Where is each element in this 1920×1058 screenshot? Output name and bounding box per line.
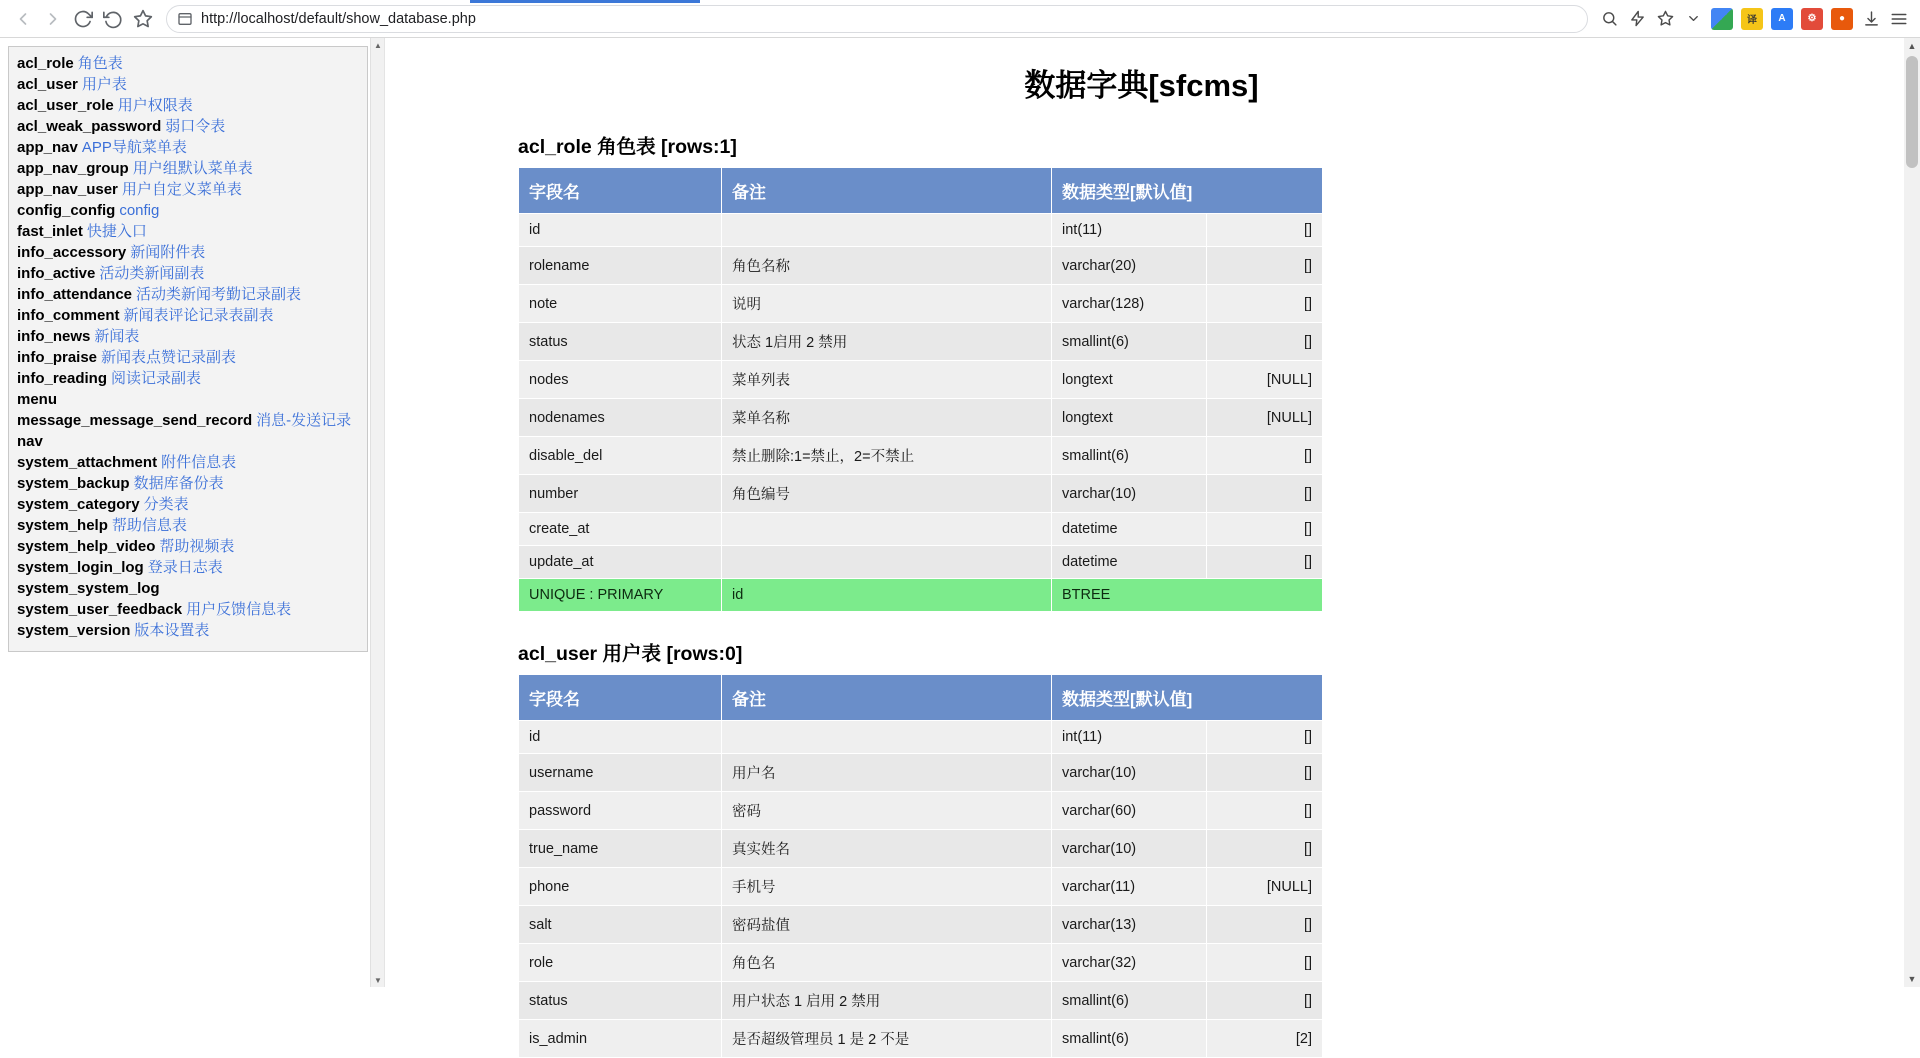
address-bar[interactable]	[166, 5, 1588, 33]
cell-type: varchar(32)	[1052, 944, 1207, 982]
table-list-box	[8, 46, 368, 652]
cell-field: status	[519, 323, 722, 361]
sidebar-item-label-cn: 活动类新闻副表	[99, 265, 205, 282]
sidebar-item-label-cn: 用户表	[81, 76, 127, 93]
sidebar-item-name: system_version	[17, 622, 131, 639]
lightning-icon[interactable]	[1624, 6, 1650, 32]
table-row	[519, 721, 1323, 754]
table-row	[519, 1020, 1323, 1058]
column-header: 字段名	[519, 168, 722, 214]
sidebar-item-app_nav[interactable]	[17, 137, 359, 158]
cell-field: phone	[519, 868, 722, 906]
cell-note	[722, 546, 1052, 579]
sidebar-item-label-cn: 消息-发送记录	[256, 412, 352, 429]
page-title: 数据字典[sfcms]	[1024, 68, 1259, 103]
reload-icon[interactable]	[68, 4, 98, 34]
cell-type: varchar(20)	[1052, 247, 1207, 285]
cell-type: smallint(6)	[1052, 982, 1207, 1020]
table-row	[519, 247, 1323, 285]
sidebar-item-system_help_video[interactable]	[17, 536, 359, 557]
cell-note: 真实姓名	[722, 830, 1052, 868]
cell-default: []	[1207, 475, 1323, 513]
cell-default: []	[1207, 513, 1323, 546]
cell-field: is_admin	[519, 1020, 722, 1058]
sidebar-item-info_active[interactable]	[17, 263, 359, 284]
table-row	[519, 754, 1323, 792]
sidebar-item-label-cn: 附件信息表	[161, 454, 237, 471]
active-tab-indicator	[470, 0, 700, 3]
forward-arrow-icon[interactable]	[38, 4, 68, 34]
sidebar-item-name: system_help	[17, 517, 108, 534]
page-body	[0, 38, 1920, 1048]
sidebar-scrollbar[interactable]	[370, 38, 384, 987]
cell-field: status	[519, 982, 722, 1020]
table-row	[519, 361, 1323, 399]
toolbar-right-icons	[1596, 6, 1912, 32]
cell-default: []	[1207, 247, 1323, 285]
cell-type: datetime	[1052, 546, 1207, 579]
settings-extension-icon[interactable]: ⚙	[1801, 8, 1823, 30]
sidebar-item-system_help[interactable]	[17, 515, 359, 536]
table-row	[519, 513, 1323, 546]
sidebar-item-label-cn: 弱口令表	[165, 118, 226, 135]
sidebar-item-system_backup[interactable]	[17, 473, 359, 494]
sidebar-item-info_accessory[interactable]	[17, 242, 359, 263]
cell-note: 是否超级管理员 1 是 2 不是	[722, 1020, 1052, 1058]
cell-default: [NULL]	[1207, 361, 1323, 399]
sidebar-item-label-cn: 新闻表评论记录表副表	[123, 307, 274, 324]
sidebar-item-config_config[interactable]	[17, 200, 359, 221]
db-table	[518, 167, 1323, 612]
cell-default: []	[1207, 906, 1323, 944]
sidebar-item-name: acl_role	[17, 55, 74, 72]
cell-field: disable_del	[519, 437, 722, 475]
cell-note: 角色编号	[722, 475, 1052, 513]
sidebar-item-name: info_comment	[17, 307, 120, 324]
sidebar-item-fast_inlet[interactable]	[17, 221, 359, 242]
cell-field: nodes	[519, 361, 722, 399]
scroll-down-icon[interactable]: ▼	[374, 975, 382, 985]
sidebar-item-name: system_backup	[17, 475, 130, 492]
back-arrow-icon[interactable]	[8, 4, 38, 34]
table-row	[519, 944, 1323, 982]
cell-field: rolename	[519, 247, 722, 285]
sidebar-item-label-cn: 帮助视频表	[159, 538, 235, 555]
adblock-extension-icon[interactable]: A	[1771, 8, 1793, 30]
cell-default: []	[1207, 323, 1323, 361]
sidebar-item-label-cn: config	[119, 202, 160, 219]
table-row	[519, 437, 1323, 475]
column-header: 数据类型[默认值]	[1052, 675, 1323, 721]
sidebar-item-system_user_feedback[interactable]	[17, 599, 359, 620]
cell-note: 手机号	[722, 868, 1052, 906]
table-index-row	[519, 579, 1323, 612]
sidebar-item-label-cn: 帮助信息表	[111, 517, 187, 534]
sidebar-item-label-cn: 用户组默认菜单表	[132, 160, 253, 177]
sidebar-item-label-cn: 用户自定义菜单表	[121, 181, 242, 198]
table-row	[519, 982, 1323, 1020]
cell-note: 用户状态 1 启用 2 禁用	[722, 982, 1052, 1020]
cell-type: longtext	[1052, 399, 1207, 437]
table-heading: acl_role 角色表 [rows:1]	[518, 136, 737, 158]
cell-note: 角色名	[722, 944, 1052, 982]
zoom-icon[interactable]	[1596, 6, 1622, 32]
table-row	[519, 830, 1323, 868]
table-row	[519, 323, 1323, 361]
sidebar-item-acl_weak_password[interactable]	[17, 116, 359, 137]
sidebar-item-label-cn: 角色表	[77, 55, 123, 72]
cell-field: password	[519, 792, 722, 830]
sidebar-item-label-cn: 快捷入口	[86, 223, 147, 240]
page-info-icon[interactable]	[177, 11, 193, 27]
cell-note: 状态 1启用 2 禁用	[722, 323, 1052, 361]
translate-extension-icon[interactable]: 译	[1741, 8, 1763, 30]
sidebar-item-info_reading[interactable]	[17, 368, 359, 389]
cell-type: varchar(128)	[1052, 285, 1207, 323]
sidebar-item-app_nav_user[interactable]	[17, 179, 359, 200]
cell-field: role	[519, 944, 722, 982]
index-label: UNIQUE : PRIMARY	[519, 579, 722, 612]
cell-field: note	[519, 285, 722, 323]
scroll-up-icon[interactable]: ▲	[374, 40, 382, 50]
cell-default: [NULL]	[1207, 399, 1323, 437]
sidebar-item-label-cn: 新闻表	[94, 328, 140, 345]
index-field: id	[722, 579, 1052, 612]
sidebar-item-name: system_user_feedback	[17, 601, 183, 618]
content-scroll-up-icon[interactable]: ▲	[1907, 41, 1917, 51]
sidebar-item-name: acl_user	[17, 76, 78, 93]
cell-default: []	[1207, 546, 1323, 579]
sidebar-item-system_attachment[interactable]	[17, 452, 359, 473]
table-row	[519, 546, 1323, 579]
content-scroll-thumb[interactable]	[1906, 56, 1918, 168]
tables-container	[385, 131, 1920, 1058]
sidebar-item-label-cn: 数据库备份表	[133, 475, 224, 492]
cell-default: []	[1207, 754, 1323, 792]
sidebar-item-acl_user_role[interactable]	[17, 95, 359, 116]
cell-note	[722, 513, 1052, 546]
sidebar-item-name: info_active	[17, 265, 96, 282]
cell-field: id	[519, 721, 722, 754]
cell-field: number	[519, 475, 722, 513]
content-scrollbar[interactable]	[1904, 38, 1920, 987]
cell-note: 菜单名称	[722, 399, 1052, 437]
sidebar-item-label-cn: 用户反馈信息表	[186, 601, 292, 618]
sidebar-item-info_praise[interactable]	[17, 347, 359, 368]
table-row	[519, 868, 1323, 906]
cell-type: varchar(10)	[1052, 475, 1207, 513]
table-row	[519, 906, 1323, 944]
sidebar-item-label-cn: 新闻表点赞记录副表	[101, 349, 237, 366]
cell-type: smallint(6)	[1052, 437, 1207, 475]
cell-default: []	[1207, 982, 1323, 1020]
chevron-down-icon[interactable]	[1680, 6, 1706, 32]
url-text: http://localhost/default/show_database.php	[201, 10, 476, 27]
sidebar-item-label-cn: 版本设置表	[134, 622, 210, 639]
cell-field: update_at	[519, 546, 722, 579]
sidebar-item-name: system_help_video	[17, 538, 156, 555]
cell-note: 用户名	[722, 754, 1052, 792]
recorder-extension-icon[interactable]: ●	[1831, 8, 1853, 30]
sidebar-item-acl_role[interactable]	[17, 53, 359, 74]
table-header-row	[519, 675, 1323, 721]
star-outline-icon[interactable]	[1652, 6, 1678, 32]
cell-note: 禁止删除:1=禁止，2=不禁止	[722, 437, 1052, 475]
sidebar-item-acl_user[interactable]	[17, 74, 359, 95]
cell-default: []	[1207, 721, 1323, 754]
sidebar-item-info_comment[interactable]	[17, 305, 359, 326]
browser-toolbar	[0, 0, 1920, 38]
cell-type: varchar(60)	[1052, 792, 1207, 830]
cell-field: username	[519, 754, 722, 792]
sidebar-item-name: app_nav_user	[17, 181, 118, 198]
table-row	[519, 399, 1323, 437]
cell-type: int(11)	[1052, 721, 1207, 754]
sidebar-item-label-cn: 登录日志表	[147, 559, 223, 576]
sidebar-item-name: system_system_log	[17, 580, 160, 597]
column-header: 备注	[722, 168, 1052, 214]
history-icon[interactable]	[98, 4, 128, 34]
cell-note: 角色名称	[722, 247, 1052, 285]
cell-default: []	[1207, 830, 1323, 868]
sidebar-item-label-cn: 分类表	[143, 496, 189, 513]
cell-field: true_name	[519, 830, 722, 868]
sidebar-item-label-cn: 新闻附件表	[130, 244, 206, 261]
sidebar-item-system_version[interactable]	[17, 620, 359, 641]
cell-type: varchar(13)	[1052, 906, 1207, 944]
sidebar-item-name: info_reading	[17, 370, 108, 387]
cell-default: []	[1207, 214, 1323, 247]
cell-note: 密码	[722, 792, 1052, 830]
sidebar-item-name: system_login_log	[17, 559, 144, 576]
star-icon[interactable]	[128, 4, 158, 34]
cell-note	[722, 214, 1052, 247]
sidebar-item-name: system_attachment	[17, 454, 158, 471]
sidebar-item-name: app_nav_group	[17, 160, 129, 177]
column-header: 数据类型[默认值]	[1052, 168, 1323, 214]
sidebar-item-nav[interactable]	[17, 431, 359, 452]
sidebar-item-name: info_accessory	[17, 244, 127, 261]
table-row	[519, 475, 1323, 513]
sidebar-item-name: acl_weak_password	[17, 118, 162, 135]
column-header: 备注	[722, 675, 1052, 721]
cell-type: smallint(6)	[1052, 1020, 1207, 1058]
main-content	[385, 38, 1920, 1048]
sidebar-item-name: nav	[17, 433, 43, 450]
cell-type: varchar(11)	[1052, 868, 1207, 906]
cell-note: 密码盐值	[722, 906, 1052, 944]
document-area	[385, 60, 1920, 1048]
sidebar-item-system_category[interactable]	[17, 494, 359, 515]
cell-type: longtext	[1052, 361, 1207, 399]
cell-default: []	[1207, 792, 1323, 830]
table-row	[519, 792, 1323, 830]
cell-type: int(11)	[1052, 214, 1207, 247]
sidebar-item-name: info_attendance	[17, 286, 133, 303]
sidebar-item-name: config_config	[17, 202, 116, 219]
sidebar-item-name: acl_user_role	[17, 97, 114, 114]
column-header: 字段名	[519, 675, 722, 721]
cell-type: datetime	[1052, 513, 1207, 546]
sidebar-item-label-cn: 用户权限表	[117, 97, 193, 114]
sidebar-item-name: system_category	[17, 496, 140, 513]
cell-type: smallint(6)	[1052, 323, 1207, 361]
cell-field: nodenames	[519, 399, 722, 437]
sidebar-item-name: info_praise	[17, 349, 98, 366]
sidebar-item-name: menu	[17, 391, 58, 408]
sidebar-item-label-cn: 阅读记录副表	[111, 370, 202, 387]
sidebar-item-app_nav_group[interactable]	[17, 158, 359, 179]
cell-field: salt	[519, 906, 722, 944]
sidebar-item-label-cn: APP导航菜单表	[81, 139, 187, 156]
table-heading: acl_user 用户表 [rows:0]	[518, 643, 743, 665]
cell-default: [2]	[1207, 1020, 1323, 1058]
table-list-sidebar	[0, 38, 385, 987]
sidebar-item-menu[interactable]	[17, 389, 359, 410]
cell-type: varchar(10)	[1052, 754, 1207, 792]
cell-field: id	[519, 214, 722, 247]
downloads-icon[interactable]	[1858, 6, 1884, 32]
menu-icon[interactable]	[1886, 6, 1912, 32]
table-row	[519, 285, 1323, 323]
sidebar-item-name: info_news	[17, 328, 91, 345]
cell-type: varchar(10)	[1052, 830, 1207, 868]
cell-default: [NULL]	[1207, 868, 1323, 906]
cell-note	[722, 721, 1052, 754]
sidebar-item-name: fast_inlet	[17, 223, 83, 240]
apps-icon[interactable]	[1711, 8, 1733, 30]
sidebar-item-system_login_log[interactable]	[17, 557, 359, 578]
sidebar-item-system_system_log[interactable]	[17, 578, 359, 599]
db-table	[518, 674, 1323, 1058]
cell-field: create_at	[519, 513, 722, 546]
sidebar-item-info_attendance[interactable]	[17, 284, 359, 305]
cell-note: 说明	[722, 285, 1052, 323]
content-scroll-down-icon[interactable]: ▼	[1907, 974, 1917, 984]
cell-default: []	[1207, 437, 1323, 475]
sidebar-item-name: app_nav	[17, 139, 78, 156]
table-header-row	[519, 168, 1323, 214]
sidebar-item-message_message_send_record[interactable]	[17, 410, 359, 431]
sidebar-item-info_news[interactable]	[17, 326, 359, 347]
sidebar-item-label-cn: 活动类新闻考勤记录副表	[136, 286, 302, 303]
cell-default: []	[1207, 944, 1323, 982]
sidebar-item-name: message_message_send_record	[17, 412, 253, 429]
cell-note: 菜单列表	[722, 361, 1052, 399]
index-method: BTREE	[1052, 579, 1323, 612]
table-row	[519, 214, 1323, 247]
cell-default: []	[1207, 285, 1323, 323]
